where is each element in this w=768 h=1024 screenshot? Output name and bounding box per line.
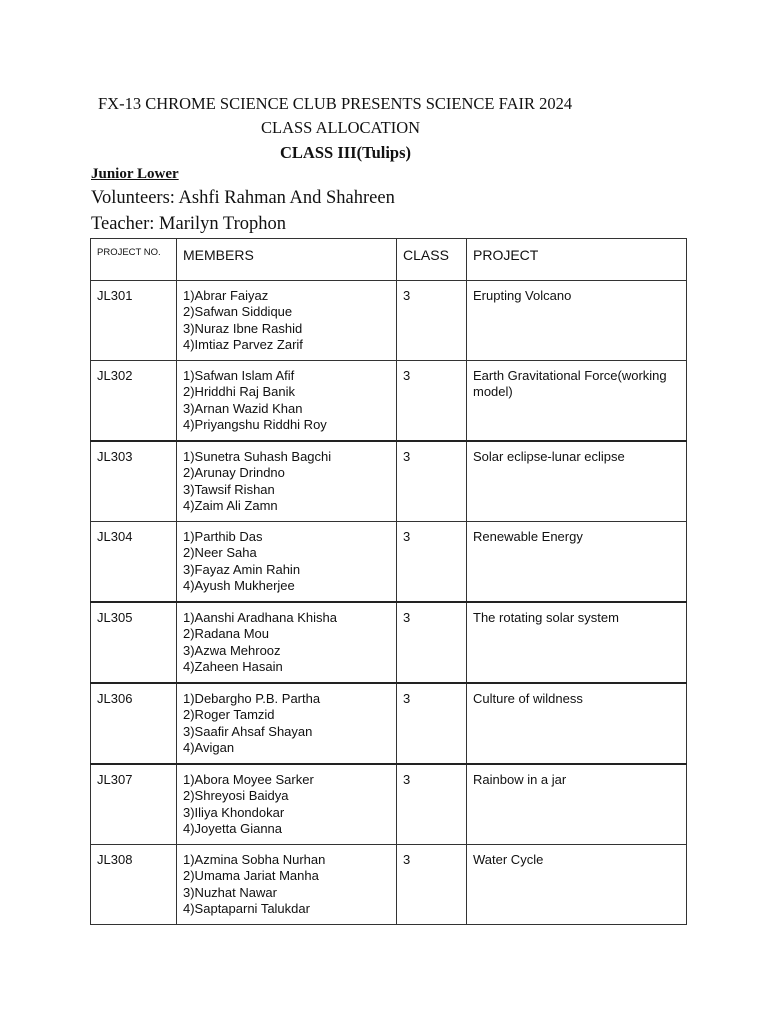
member-name: 3)Nuzhat Nawar xyxy=(183,884,277,900)
teacher-line: Teacher: Marilyn Trophon xyxy=(91,214,286,234)
members-cell xyxy=(177,441,397,522)
member-name: 2)Safwan Siddique xyxy=(183,304,293,320)
member-name: 1)Debargho P.B. Partha xyxy=(183,691,321,706)
members-cell xyxy=(177,361,397,442)
member-name: 4)Zaheen Hasain xyxy=(183,658,283,674)
table-row xyxy=(91,361,687,442)
project-number-cell: JL304 xyxy=(91,522,177,603)
volunteers-line: Volunteers: Ashfi Rahman And Shahreen xyxy=(91,188,395,208)
column-header-members: MEMBERS xyxy=(177,239,397,281)
member-name: 2)Radana Mou xyxy=(183,626,269,642)
class-title: CLASS III(Tulips) xyxy=(280,143,412,162)
members-cell xyxy=(177,764,397,845)
member-name: 2)Neer Saha xyxy=(183,545,257,561)
event-title: FX-13 CHROME SCIENCE CLUB PRESENTS SCIENCE FAIR 2024 xyxy=(98,94,573,113)
member-name: 1)Parthib Das xyxy=(183,529,263,544)
table-row xyxy=(91,764,687,845)
member-name: 3)Tawsif Rishan xyxy=(183,481,275,497)
member-name: 3)Fayaz Amin Rahin xyxy=(183,561,301,577)
member-name: 3)Iliya Khondokar xyxy=(183,804,285,820)
member-name: 4)Ayush Mukherjee xyxy=(183,577,295,593)
project-number-cell: JL302 xyxy=(91,361,177,442)
table-row xyxy=(91,845,687,925)
project-name-cell: Earth Gravitational Force(working model) xyxy=(467,361,687,442)
members-cell xyxy=(177,845,397,925)
member-name: 2)Arunay Drindno xyxy=(183,465,285,481)
column-header-class: CLASS xyxy=(397,239,467,281)
project-number-cell: JL308 xyxy=(91,845,177,925)
member-name: 2)Roger Tamzid xyxy=(183,707,275,723)
members-cell xyxy=(177,602,397,683)
project-name-cell: Rainbow in a jar xyxy=(467,764,687,845)
column-header-project: PROJECT xyxy=(467,239,687,281)
member-name: 4)Avigan xyxy=(183,739,235,755)
project-number-cell: JL303 xyxy=(91,441,177,522)
member-name: 4)Priyangshu Riddhi Roy xyxy=(183,416,327,432)
member-name: 3)Arnan Wazid Khan xyxy=(183,400,303,416)
member-name: 3)Nuraz Ibne Rashid xyxy=(183,320,303,336)
class-cell: 3 xyxy=(397,845,467,925)
members-cell xyxy=(177,522,397,603)
project-number-cell: JL306 xyxy=(91,683,177,764)
table-row xyxy=(91,441,687,522)
member-name: 4)Zaim Ali Zamn xyxy=(183,497,278,513)
table-row xyxy=(91,683,687,764)
members-cell xyxy=(177,281,397,361)
member-name: 4)Saptaparni Talukdar xyxy=(183,900,310,916)
class-cell: 3 xyxy=(397,281,467,361)
project-number-cell: JL301 xyxy=(91,281,177,361)
member-name: 2)Hriddhi Raj Banik xyxy=(183,384,295,400)
member-name: 3)Saafir Ahsaf Shayan xyxy=(183,723,313,739)
table-row xyxy=(91,602,687,683)
class-cell: 3 xyxy=(397,522,467,603)
member-name: 1)Aanshi Aradhana Khisha xyxy=(183,610,337,625)
allocation-title: CLASS ALLOCATION xyxy=(261,118,421,137)
member-name: 1)Abrar Faiyaz xyxy=(183,288,269,303)
member-name: 4)Imtiaz Parvez Zarif xyxy=(183,336,303,352)
project-name-cell: Renewable Energy xyxy=(467,522,687,603)
project-number-cell: JL307 xyxy=(91,764,177,845)
member-name: 4)Joyetta Gianna xyxy=(183,820,283,836)
project-name-cell: Culture of wildness xyxy=(467,683,687,764)
project-name-cell: The rotating solar system xyxy=(467,602,687,683)
class-cell: 3 xyxy=(397,441,467,522)
member-name: 2)Shreyosi Baidya xyxy=(183,788,289,804)
members-cell xyxy=(177,683,397,764)
member-name: 1)Abora Moyee Sarker xyxy=(183,772,314,787)
class-cell: 3 xyxy=(397,602,467,683)
column-header-project-no: PROJECT NO. xyxy=(91,239,177,281)
member-name: 1)Safwan Islam Afif xyxy=(183,368,295,383)
member-name: 1)Azmina Sobha Nurhan xyxy=(183,852,326,867)
project-name-cell: Solar eclipse-lunar eclipse xyxy=(467,441,687,522)
allocation-table xyxy=(90,238,687,925)
member-name: 2)Umama Jariat Manha xyxy=(183,868,319,884)
project-number-cell: JL305 xyxy=(91,602,177,683)
member-name: 3)Azwa Mehrooz xyxy=(183,642,281,658)
table-row xyxy=(91,522,687,603)
section-heading: Junior Lower xyxy=(91,166,179,182)
class-cell: 3 xyxy=(397,683,467,764)
project-name-cell: Erupting Volcano xyxy=(467,281,687,361)
member-name: 1)Sunetra Suhash Bagchi xyxy=(183,449,332,464)
table-row xyxy=(91,281,687,361)
project-name-cell: Water Cycle xyxy=(467,845,687,925)
class-cell: 3 xyxy=(397,764,467,845)
table-header-row xyxy=(91,239,687,281)
class-cell: 3 xyxy=(397,361,467,442)
